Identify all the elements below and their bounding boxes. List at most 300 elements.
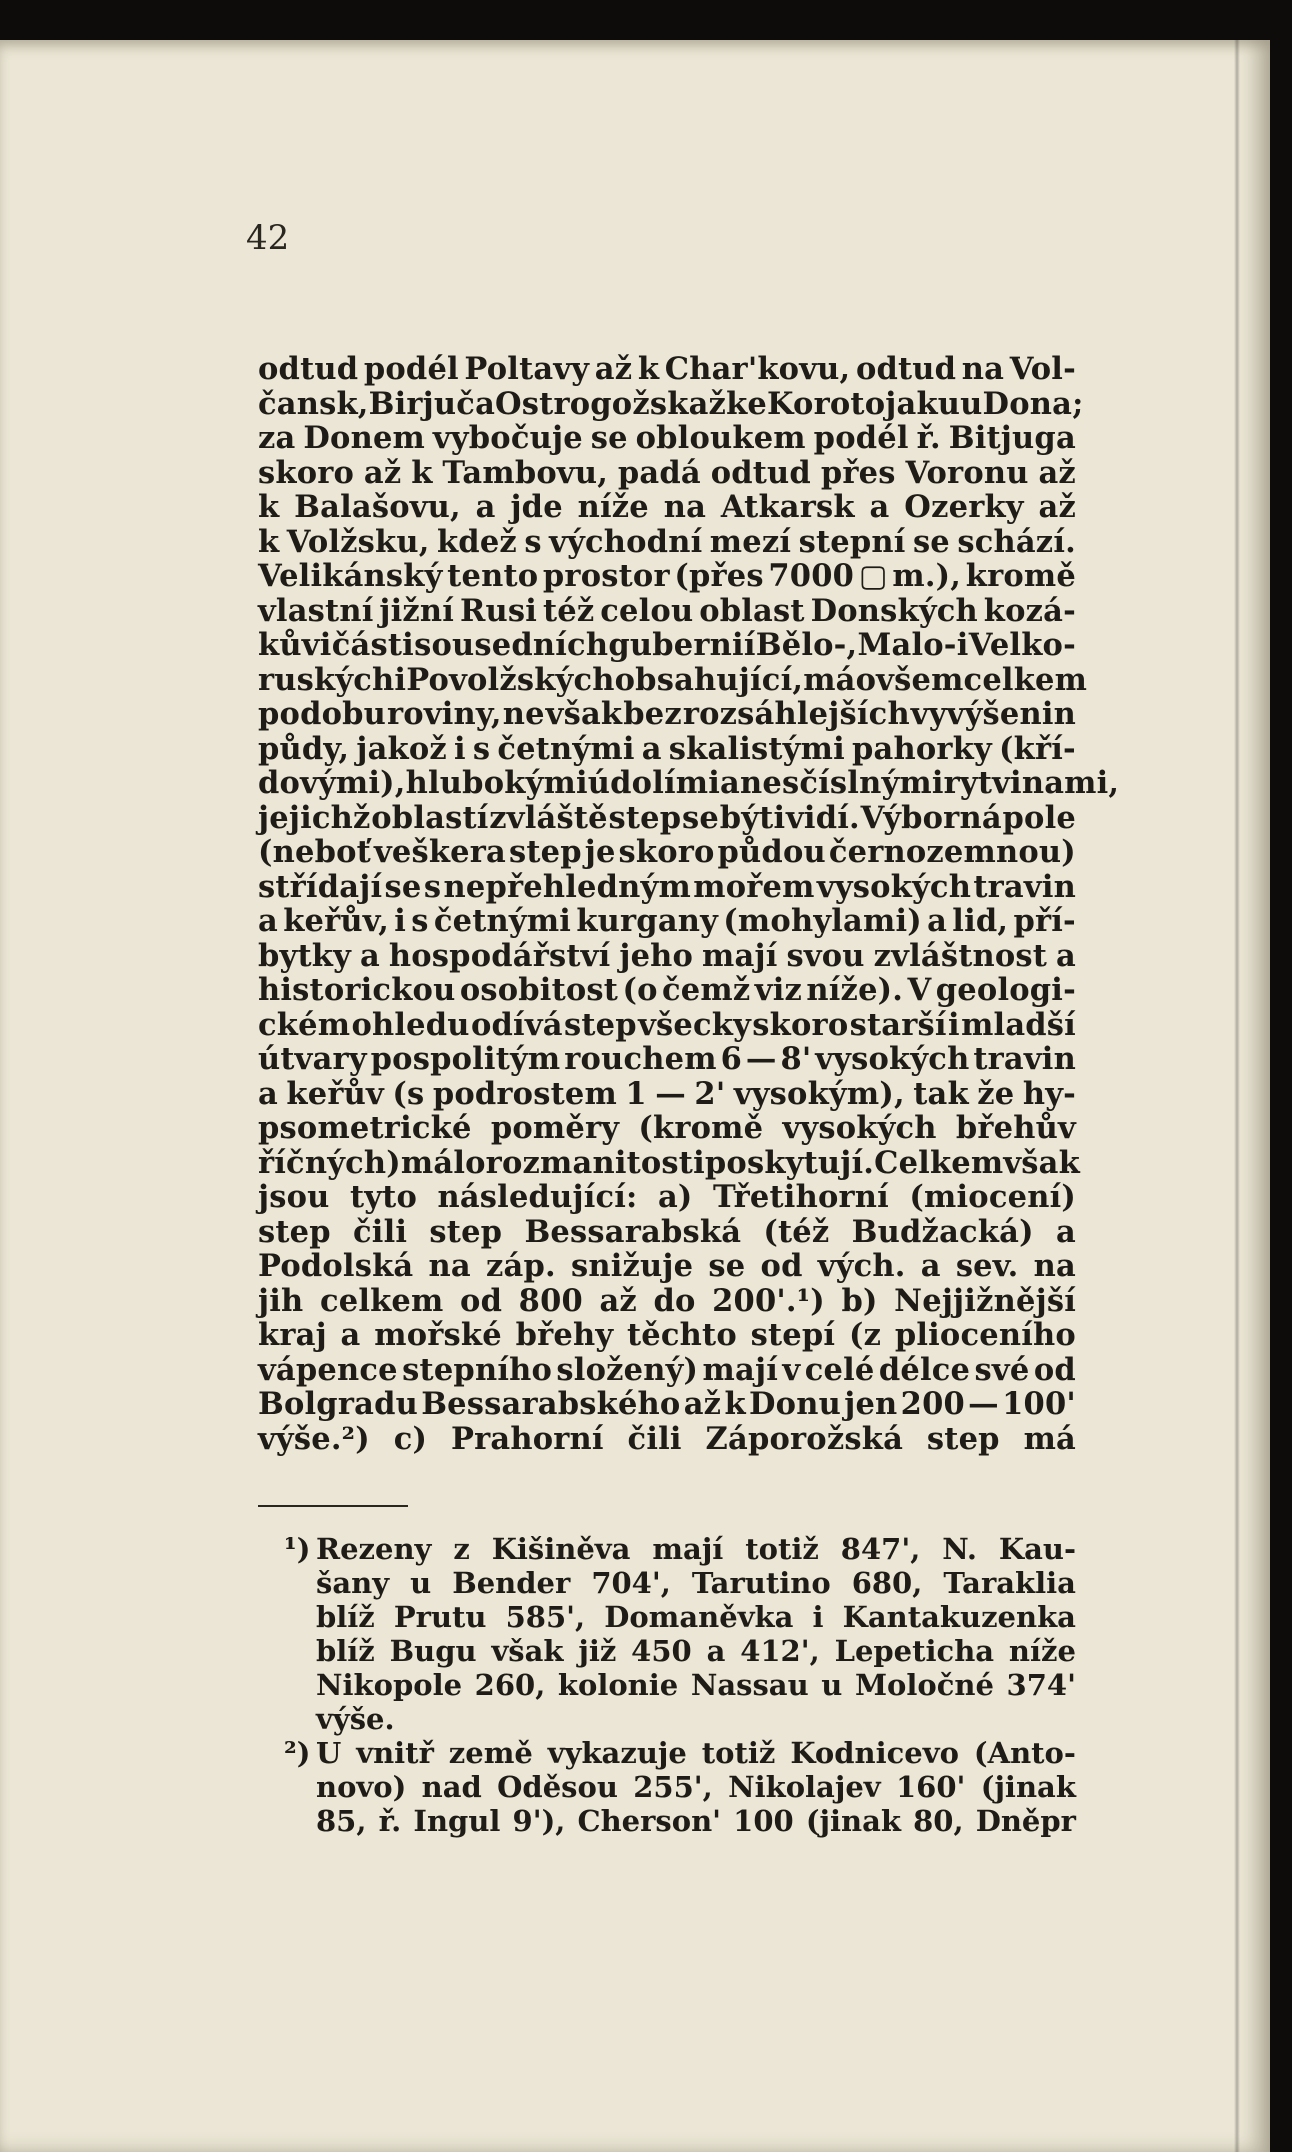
word: stepní — [798, 523, 906, 560]
word: čemž — [662, 972, 751, 1008]
word: k — [258, 523, 280, 560]
word: rozsáhlejších — [682, 696, 910, 732]
word: Korotojaku — [767, 385, 961, 422]
body-line — [258, 1180, 1076, 1215]
word: podrostem — [432, 1075, 617, 1112]
word: Taraklia — [943, 1566, 1076, 1600]
word: a — [1055, 1213, 1076, 1250]
body-text — [258, 351, 1120, 1457]
word: záp. — [486, 1248, 556, 1284]
word: 374' — [1006, 1668, 1076, 1702]
word: přes — [820, 454, 896, 491]
word: a — [720, 765, 740, 801]
word: se — [708, 1248, 746, 1284]
word: Kantakuzenka — [842, 1600, 1076, 1634]
word: — — [968, 1386, 999, 1422]
word: a — [920, 1248, 941, 1284]
word: 80, — [913, 1804, 964, 1838]
body-line — [258, 870, 1076, 905]
word: Bolgradu — [258, 1386, 418, 1422]
word: útvary — [258, 1041, 367, 1077]
word: Donu — [749, 1386, 841, 1422]
body-line — [258, 421, 1076, 456]
word: Velikánský — [258, 558, 443, 594]
word: kromě — [965, 558, 1076, 594]
word: až — [683, 1386, 722, 1422]
word: níže — [577, 489, 649, 525]
word: zvláště — [489, 799, 608, 836]
word: pospolitým — [370, 1041, 561, 1077]
word: části — [331, 627, 414, 663]
page-gutter-shadow — [1234, 40, 1240, 2152]
word: u — [960, 385, 983, 422]
word: totiž — [745, 1532, 819, 1566]
word: step — [608, 799, 682, 836]
word: plioceního — [894, 1317, 1076, 1353]
word: (přes — [674, 558, 764, 594]
word: poměry — [490, 1110, 620, 1146]
word: tyto — [349, 1179, 418, 1215]
word: jde — [510, 489, 563, 525]
word: nad — [421, 1770, 482, 1804]
word: půdy, — [258, 730, 350, 767]
body-line — [258, 1077, 1076, 1112]
word: 200 — [900, 1386, 965, 1422]
word: (z — [848, 1317, 882, 1353]
word: celou — [600, 592, 694, 629]
word: tento — [447, 558, 539, 594]
word: obloukem — [635, 420, 806, 456]
body-line — [258, 697, 1076, 732]
word: jakož — [356, 730, 447, 767]
body-line — [258, 661, 1088, 698]
word: 412', — [740, 1634, 820, 1668]
body-line — [258, 1284, 1076, 1319]
word: roviny, — [387, 696, 502, 732]
word: 450 — [631, 1634, 692, 1668]
word: Moločné — [854, 1668, 994, 1702]
word: však — [491, 1634, 564, 1668]
word: i — [812, 1600, 824, 1634]
body-line — [258, 1422, 1076, 1457]
body-line — [258, 352, 1076, 387]
word: 255', — [633, 1770, 713, 1804]
word: s — [524, 523, 542, 560]
word: 7000 — [768, 558, 855, 594]
word: vápence — [258, 1351, 398, 1388]
word: z — [453, 1532, 470, 1566]
word: kraj — [258, 1317, 327, 1353]
word: hlubokými — [405, 765, 588, 801]
word: (jinak — [980, 1770, 1076, 1804]
word: 85, — [316, 1804, 367, 1838]
body-line — [258, 1353, 1076, 1388]
word: Donských — [810, 592, 978, 629]
word: údolími — [587, 765, 721, 801]
body-line — [258, 835, 1076, 870]
word: Malo- — [857, 627, 957, 663]
word: Bessarabská — [524, 1213, 742, 1250]
word: kdež — [436, 523, 517, 560]
word: Nikolajev — [728, 1770, 881, 1804]
body-line — [258, 594, 1076, 629]
footnote-line — [316, 1634, 1076, 1668]
word: step — [429, 1213, 503, 1250]
word: Kodnicevo — [790, 1736, 959, 1770]
word: snižuje — [570, 1248, 694, 1284]
word: a) — [657, 1179, 693, 1215]
footnote-mark: ¹) — [284, 1532, 311, 1566]
word: Rusi — [459, 592, 538, 629]
word: sousedních — [414, 627, 609, 663]
word: travin — [973, 1041, 1076, 1077]
word: mají — [702, 937, 778, 974]
word: své — [974, 1351, 1030, 1388]
word: vých. — [817, 1248, 906, 1284]
word: odtud — [710, 454, 811, 491]
word: a — [475, 489, 496, 525]
word: Podolská — [258, 1248, 414, 1284]
word: Ozerky — [904, 489, 1024, 525]
word: rozmanitosti — [485, 1144, 705, 1181]
word: má — [803, 661, 856, 698]
word: délce — [878, 1351, 971, 1388]
word: m.), — [892, 558, 962, 594]
word: starší — [849, 1006, 947, 1043]
word: již — [578, 1634, 617, 1668]
word: 100' — [1002, 1386, 1076, 1422]
word: 1 — [625, 1075, 647, 1112]
word: mají — [702, 1351, 779, 1388]
word: následující: — [437, 1179, 638, 1215]
word: s — [472, 730, 491, 767]
word: vysokých — [782, 1110, 937, 1146]
footnote-line: výše. — [316, 1702, 395, 1736]
word: čili — [353, 1213, 408, 1250]
word: Bessarabského — [421, 1386, 681, 1422]
word: step — [564, 1006, 637, 1043]
word: celkem — [319, 1282, 444, 1319]
word: blíž — [316, 1634, 375, 1668]
word: a — [706, 1634, 726, 1668]
word: vysokým), — [733, 1075, 905, 1112]
word: půdou — [717, 834, 826, 870]
word: gubernií — [608, 627, 756, 663]
word: vidí. — [785, 799, 860, 836]
word: ke — [726, 385, 768, 422]
word: i — [947, 1006, 960, 1043]
word: ř. — [916, 420, 941, 456]
footnote-line — [316, 1668, 1076, 1702]
word: ruských — [258, 661, 395, 698]
word: lid, — [952, 903, 1009, 939]
word: a — [258, 1075, 278, 1112]
word: i — [956, 627, 969, 663]
word: Povolžských — [406, 661, 615, 698]
word: 2' — [694, 1075, 726, 1112]
word: že — [977, 1075, 1015, 1112]
word: 6 — [720, 1041, 742, 1077]
word: však — [545, 696, 623, 732]
body-line — [258, 1042, 1076, 1077]
word: veškera — [373, 834, 507, 870]
word: hospodářství — [388, 937, 611, 974]
word: nesčíslnými — [740, 765, 944, 801]
word: Domaněvka — [604, 1600, 794, 1634]
word: u — [821, 1668, 843, 1702]
footnote-line — [316, 1736, 1076, 1770]
word: a — [1056, 937, 1076, 974]
word: Velko- — [968, 627, 1076, 663]
body-line — [258, 1215, 1076, 1250]
word: mezí — [709, 523, 792, 560]
word: Volžsku, — [286, 523, 430, 560]
word: padá — [617, 454, 701, 491]
word: keřův, — [283, 903, 390, 939]
word: všecky — [638, 1006, 752, 1043]
word: bytky — [258, 937, 351, 974]
word: 704', — [591, 1566, 671, 1600]
word: (též — [763, 1213, 830, 1250]
word: rouchem — [564, 1041, 717, 1077]
word: do — [653, 1282, 696, 1319]
word: totiž — [701, 1736, 776, 1770]
word: 800 — [518, 1282, 583, 1319]
word: i — [394, 661, 407, 698]
word: ovšem — [855, 661, 964, 698]
word: skoro — [752, 1006, 849, 1043]
word: odtud — [258, 351, 359, 387]
word: (kří- — [999, 730, 1076, 767]
body-line — [258, 765, 1120, 801]
word: Donem — [303, 420, 426, 456]
word: 585', — [505, 1600, 586, 1634]
word: na — [663, 489, 707, 525]
word: a — [258, 903, 278, 939]
word: 100 — [733, 1804, 794, 1838]
word: N. — [942, 1532, 977, 1566]
word: U — [316, 1736, 342, 1770]
footnote-line — [316, 1804, 1076, 1838]
word: mladší — [961, 1006, 1076, 1043]
word: viz — [754, 972, 803, 1008]
word: se — [384, 868, 422, 905]
word: skoro — [618, 834, 715, 870]
word: Třetihorní — [712, 1179, 889, 1215]
word: oblast — [699, 592, 805, 629]
word: k — [258, 489, 280, 525]
word: 200'.¹) — [712, 1282, 825, 1319]
word: až — [1038, 454, 1076, 491]
word: ř. — [378, 1804, 402, 1838]
word: se — [682, 799, 719, 836]
word: je — [584, 834, 616, 870]
word: Balašovu, — [294, 489, 461, 525]
word: s — [423, 868, 442, 905]
word: Rezeny — [316, 1532, 432, 1566]
word: (kromě — [638, 1110, 764, 1146]
word: mají — [652, 1532, 724, 1566]
word: vnitř — [356, 1736, 434, 1770]
word: Budžacká) — [851, 1213, 1034, 1250]
footnote-divider — [258, 1505, 408, 1507]
body-line — [258, 385, 1084, 422]
word: ckém — [258, 1006, 351, 1043]
word: ne — [502, 696, 545, 732]
word: a — [641, 730, 662, 767]
word: jižní — [379, 592, 455, 629]
word: složený) — [556, 1351, 699, 1388]
word: sev. — [955, 1248, 1019, 1284]
word: Ostrogožsk — [495, 385, 689, 422]
word: za — [258, 420, 296, 456]
word: b) — [841, 1282, 878, 1319]
word: psometrické — [258, 1110, 472, 1146]
word: dovými), — [258, 765, 406, 801]
body-line — [258, 1387, 1076, 1422]
word: Poltavy — [464, 351, 590, 387]
word: skalistými — [668, 730, 845, 767]
word: Prahorní — [450, 1420, 604, 1457]
word: osobitost — [459, 972, 619, 1008]
word: tak — [913, 1075, 969, 1112]
word: celé — [804, 1351, 875, 1388]
word: až — [1038, 489, 1076, 525]
word: poskytují. — [704, 1144, 875, 1181]
word: i — [319, 627, 332, 663]
word: země — [448, 1736, 533, 1770]
word: Tambovu, — [442, 454, 609, 491]
word: i — [454, 730, 466, 767]
word: vyvýšenin — [910, 696, 1076, 732]
word: 8' — [780, 1041, 812, 1077]
word: — — [655, 1075, 686, 1112]
word: mořem — [693, 868, 815, 905]
word: jen — [844, 1386, 898, 1422]
word: Kišiněva — [491, 1532, 631, 1566]
word: svou — [786, 937, 865, 974]
word: zvláštnost — [873, 937, 1048, 974]
body-line — [258, 525, 1076, 560]
word: — — [745, 1041, 777, 1077]
body-line — [258, 904, 1076, 939]
word: k — [637, 351, 660, 387]
word: (mohylami) — [723, 903, 922, 939]
body-line — [258, 1249, 1076, 1284]
word: břehův — [955, 1110, 1076, 1146]
footnotes — [282, 1532, 1076, 1838]
word: střídají — [258, 868, 383, 905]
word: podél — [813, 420, 909, 456]
word: (s — [392, 1075, 425, 1112]
word: jejichž — [258, 799, 371, 836]
body-line — [258, 973, 1076, 1008]
word: vlastní — [258, 592, 374, 629]
word: travin — [973, 868, 1076, 905]
body-line — [258, 628, 1076, 663]
word: Bugu — [389, 1634, 477, 1668]
word: Ingul — [413, 1804, 501, 1838]
word: prostor — [542, 558, 670, 594]
word: V — [907, 972, 932, 1008]
word: kův — [258, 627, 320, 663]
word: stepí — [750, 1317, 836, 1353]
word: skoro — [258, 454, 355, 491]
word: (miocení) — [909, 1179, 1076, 1215]
footnote — [282, 1736, 1076, 1838]
footnote — [282, 1532, 1076, 1736]
word: východní — [549, 523, 703, 560]
word: s — [411, 903, 429, 939]
word: kolonie — [557, 1668, 679, 1702]
word: až — [599, 1282, 637, 1319]
word: též — [542, 592, 595, 629]
word: stepního — [402, 1351, 553, 1388]
word: kozá- — [983, 592, 1076, 629]
word: (Anto- — [973, 1736, 1076, 1770]
word: Birjuč — [368, 385, 476, 422]
word: hy- — [1022, 1075, 1076, 1112]
word: však — [1003, 1144, 1080, 1181]
word: historickou — [258, 972, 456, 1008]
word: Dona; — [982, 385, 1084, 422]
word: pahorky — [851, 730, 992, 767]
word: Tarutino — [691, 1566, 831, 1600]
word: má — [1023, 1420, 1076, 1457]
footnote-line — [316, 1770, 1076, 1804]
body-line — [258, 1144, 1080, 1181]
word: Vol- — [1009, 351, 1076, 387]
word: ▢ — [858, 558, 888, 594]
word: říčných) — [258, 1144, 401, 1181]
word: i — [394, 903, 407, 939]
word: vysokých — [815, 1041, 970, 1077]
word: kurgany — [576, 903, 719, 939]
word: odívá — [470, 1006, 563, 1043]
word: keřův — [286, 1075, 384, 1112]
word: step — [508, 834, 582, 870]
word: Prutu — [393, 1600, 487, 1634]
word: jsou — [258, 1179, 330, 1215]
word: blíž — [316, 1600, 375, 1634]
footnote-line — [316, 1566, 1076, 1600]
word: vysokých — [816, 868, 972, 905]
word: k — [411, 454, 433, 491]
word: níže). — [806, 972, 904, 1008]
word: oblastí — [371, 799, 489, 836]
body-line — [258, 1318, 1076, 1353]
word: nepřehledným — [443, 868, 691, 905]
word: podobu — [258, 696, 387, 732]
word: šany — [316, 1566, 390, 1600]
body-line — [258, 732, 1076, 767]
word: rytvinami, — [943, 765, 1120, 801]
word: jih — [258, 1282, 304, 1319]
word: Výborná — [860, 799, 1002, 836]
word: vykazuje — [547, 1736, 687, 1770]
word: a — [340, 1317, 361, 1353]
word: jeho — [619, 937, 694, 974]
word: v — [782, 1351, 801, 1388]
body-line — [258, 1008, 1076, 1043]
word: ohledu — [351, 1006, 470, 1043]
word: četnými — [497, 730, 635, 767]
word: býti — [719, 799, 786, 836]
word: podél — [363, 351, 459, 387]
word: od — [1033, 1351, 1076, 1388]
word: čansk, — [258, 385, 369, 422]
word: černozemnou) — [828, 834, 1076, 870]
